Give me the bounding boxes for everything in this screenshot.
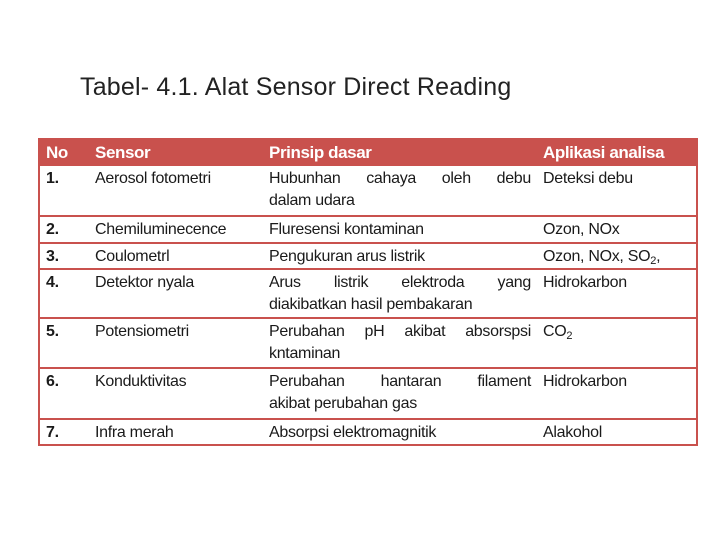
row-number: 7. <box>40 418 89 444</box>
aplikasi-cell: Hidrokarbon <box>537 268 696 317</box>
table-row <box>40 317 696 367</box>
prinsip-line-1: Hubunhan cahaya oleh debu <box>269 170 531 187</box>
table-row <box>40 242 696 268</box>
table-row <box>40 166 696 215</box>
subscript: 2 <box>650 254 657 267</box>
sensor-cell: Infra merah <box>89 418 263 444</box>
sensor-cell: Konduktivitas <box>89 367 263 417</box>
aplikasi-cell <box>537 242 696 268</box>
aplikasi-text: CO <box>543 323 567 341</box>
aplikasi-tail: , <box>656 247 661 265</box>
prinsip-cell <box>263 268 537 317</box>
row-number: 3. <box>40 242 89 268</box>
subscript: 2 <box>566 330 573 343</box>
aplikasi-cell: Ozon, NOx <box>537 215 696 241</box>
row-number: 4. <box>40 268 89 317</box>
sensor-table-grid <box>40 140 696 444</box>
prinsip-line-1: Arus listrik elektroda yang <box>269 273 531 291</box>
header-sensor: Sensor <box>89 140 263 166</box>
sensor-cell: Chemiluminecence <box>89 215 263 241</box>
prinsip-line-2: akibat perubahan gas <box>269 395 417 413</box>
table-row <box>40 418 696 444</box>
prinsip-cell <box>263 367 537 417</box>
row-number: 5. <box>40 317 89 367</box>
slide-title: Tabel- 4.1. Alat Sensor Direct Reading <box>80 73 512 101</box>
prinsip-cell <box>263 317 537 367</box>
prinsip-cell: Absorpsi elektromagnitik <box>263 418 537 444</box>
header-no: No <box>40 140 89 166</box>
prinsip-line-2: diakibatkan hasil pembakaran <box>269 295 473 313</box>
prinsip-line-2: kntaminan <box>269 345 341 363</box>
sensor-cell: Aerosol fotometri <box>89 166 263 215</box>
prinsip-cell <box>263 166 537 215</box>
sensor-table <box>38 138 698 446</box>
aplikasi-cell: Hidrokarbon <box>537 367 696 417</box>
header-prinsip-dasar: Prinsip dasar <box>263 140 537 166</box>
row-number: 1. <box>40 166 89 215</box>
prinsip-cell: Pengukuran arus listrik <box>263 242 537 268</box>
sensor-cell: Potensiometri <box>89 317 263 367</box>
table-row <box>40 268 696 317</box>
prinsip-line-2: dalam udara <box>269 192 355 209</box>
table-row <box>40 215 696 241</box>
header-aplikasi-analisa: Aplikasi analisa <box>537 140 696 166</box>
row-number: 2. <box>40 215 89 241</box>
prinsip-line-1: Perubahan hantaran filament <box>269 373 531 391</box>
prinsip-line-1: Perubahan pH akibat absorspsi <box>269 323 531 341</box>
aplikasi-cell <box>537 317 696 367</box>
aplikasi-cell: Alakohol <box>537 418 696 444</box>
aplikasi-text: Ozon, NOx, SO <box>543 247 651 265</box>
prinsip-cell: Fluresensi kontaminan <box>263 215 537 241</box>
sensor-cell: Coulometrl <box>89 242 263 268</box>
row-number: 6. <box>40 367 89 417</box>
sensor-cell: Detektor nyala <box>89 268 263 317</box>
aplikasi-cell: Deteksi debu <box>537 166 696 215</box>
table-header-row <box>40 140 696 166</box>
table-row <box>40 367 696 417</box>
